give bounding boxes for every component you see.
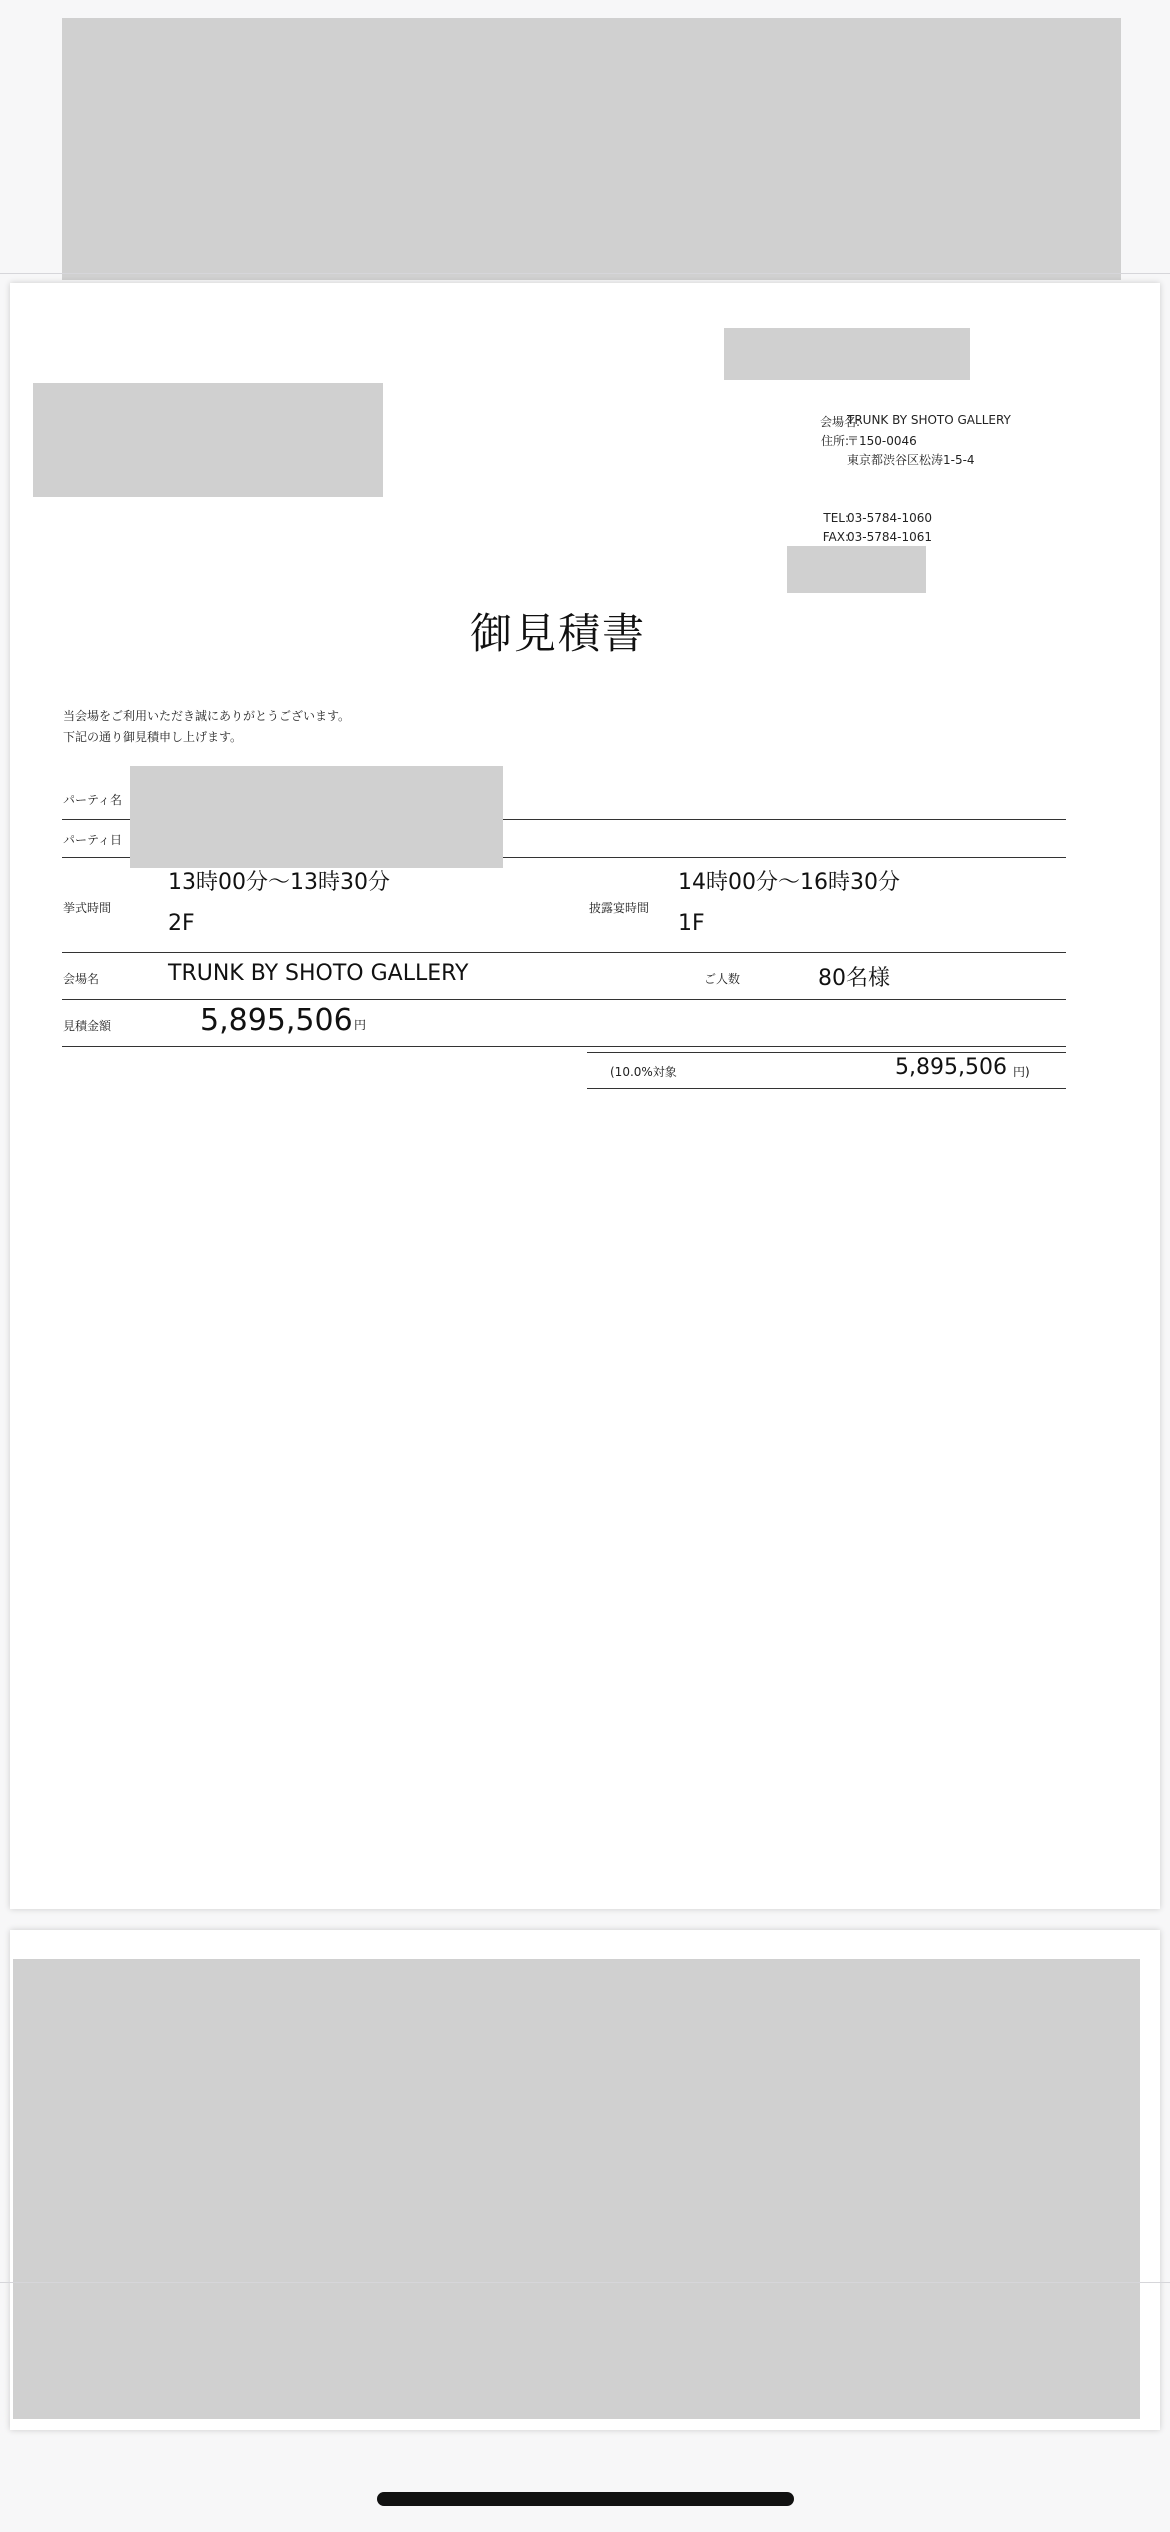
estimate-yen: 円: [354, 1018, 367, 1032]
redacted-stamp: [787, 546, 926, 593]
estimate-label: 見積金額: [63, 1019, 112, 1033]
next-page: [10, 1930, 1160, 2430]
venue-info-label: 会場名:: [819, 415, 860, 429]
ceremony-time: 13時00分〜13時30分: [168, 870, 390, 895]
divider-bottom: [0, 2282, 1170, 2283]
estimate-amount: 5,895,506: [200, 1003, 353, 1038]
document-title: 御見積書: [469, 609, 646, 658]
tax-label: (10.0%対象: [610, 1065, 677, 1079]
intro-line-2: 下記の通り御見積申し上げます。: [63, 730, 243, 744]
reception-time-label: 披露宴時間: [589, 901, 650, 915]
home-indicator[interactable]: [377, 2492, 794, 2506]
reception-floor: 1F: [678, 911, 705, 936]
tax-yen: 円): [1013, 1065, 1030, 1079]
address-text: 東京都渋谷区松涛1-5-4: [847, 453, 975, 467]
redacted-top-block: [62, 18, 1121, 280]
venue-info-value: TRUNK BY SHOTO GALLERY: [847, 413, 1011, 427]
tax-amount: 5,895,506: [895, 1055, 1007, 1080]
tax-line-bottom: [587, 1088, 1066, 1089]
redacted-logo: [33, 383, 383, 497]
fax-label: FAX:: [822, 530, 849, 544]
venue-field-value: TRUNK BY SHOTO GALLERY: [168, 961, 469, 986]
redacted-party-info: [130, 766, 503, 868]
redacted-company-block: [724, 328, 970, 380]
fax-value: 03-5784-1061: [847, 530, 933, 544]
ceremony-time-label: 挙式時間: [63, 901, 112, 915]
venue-field-label: 会場名: [63, 972, 100, 986]
redacted-next-page-content: [13, 1959, 1140, 2419]
document-page: [10, 283, 1160, 1909]
postal-code: 〒150-0046: [847, 434, 917, 448]
ceremony-floor: 2F: [168, 911, 195, 936]
divider-top: [0, 273, 1170, 274]
guests-value: 80名様: [818, 966, 890, 991]
tel-value: 03-5784-1060: [847, 511, 933, 525]
row-line-times: [62, 952, 1066, 953]
party-date-label: パーティ日: [63, 833, 123, 847]
guests-label: ご人数: [704, 972, 741, 986]
row-line-venue: [62, 999, 1066, 1000]
tel-label: TEL:: [823, 511, 849, 525]
address-label: 住所:: [820, 434, 849, 448]
intro-line-1: 当会場をご利用いただき誠にありがとうございます。: [63, 709, 351, 723]
tax-line-top: [587, 1052, 1066, 1053]
party-name-label: パーティ名: [63, 793, 123, 807]
row-line-estimate: [62, 1046, 1066, 1047]
reception-time: 14時00分〜16時30分: [678, 870, 900, 895]
